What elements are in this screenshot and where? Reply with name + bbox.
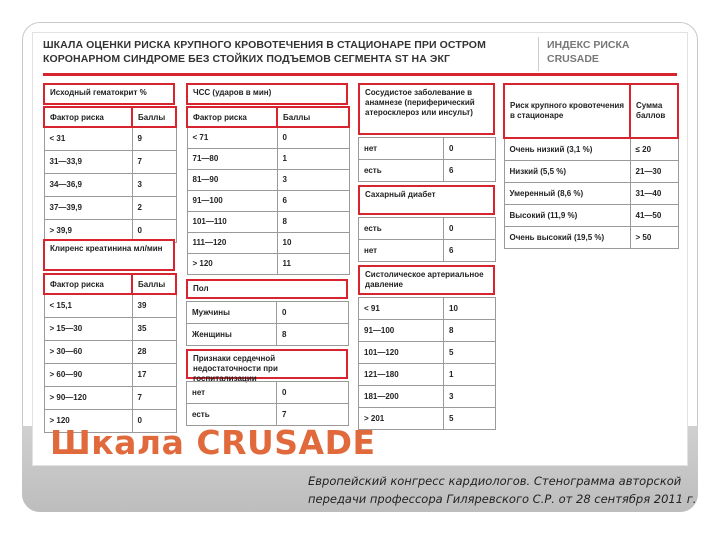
vascular-title: Сосудистое заболевание в анамнезе (периферический атеросклероз или инсульт) [358,83,495,135]
points-cell: 39 [132,294,176,317]
table-row [359,138,496,160]
table-row [359,364,496,386]
factor-cell: < 31 [44,127,132,150]
table-row [44,317,176,340]
factor-cell: нет [359,138,444,160]
factor-cell: < 71 [187,127,277,148]
table-row [187,211,349,232]
table-row [187,253,349,274]
table-row [359,160,496,182]
table-row [359,342,496,364]
factor-cell: 91—100 [359,320,444,342]
table-row [187,232,349,253]
table-header-row [504,84,678,138]
points-header: Баллы [132,107,176,127]
factor-cell: Женщины [187,324,277,346]
hematocrit-title: Исходный гематокрит % [43,83,175,105]
table-row [504,182,678,204]
table-row [504,160,678,182]
points-cell: 28 [132,340,176,363]
table-row [44,173,176,196]
points-cell: 1 [444,364,496,386]
points-cell: 7 [132,150,176,173]
points-cell: 7 [132,386,176,409]
points-cell: 0 [444,218,496,240]
diabetes-table [358,217,496,262]
factor-cell: 181—200 [359,386,444,408]
factor-cell: > 90—120 [44,386,132,409]
sbp-title: Систолическое артериальное давление [358,265,495,295]
table-row [504,204,678,226]
factor-cell: 34—36,9 [44,173,132,196]
table-row [44,386,176,409]
sum-cell: 31—40 [630,182,678,204]
points-cell: 5 [444,342,496,364]
slide-title: Шкала CRUSADE [50,423,376,462]
points-cell: 5 [444,408,496,430]
table-row [359,320,496,342]
factor-cell: 111—120 [187,232,277,253]
factor-cell: 81—90 [187,169,277,190]
table-row [44,150,176,173]
table-row [44,363,176,386]
factor-cell: > 120 [187,253,277,274]
factor-cell: 91—100 [187,190,277,211]
heart-failure-table [186,381,349,426]
factor-cell: > 60—90 [44,363,132,386]
points-cell: 2 [132,196,176,219]
points-cell: 6 [444,160,496,182]
points-header: Баллы [277,107,349,127]
heart-rate-title: ЧСС (ударов в мин) [186,83,348,105]
table-row [44,294,176,317]
table-header-row [187,107,349,127]
points-header: Баллы [132,274,176,294]
points-cell: 1 [277,148,349,169]
factor-cell: 71—80 [187,148,277,169]
table-row [359,298,496,320]
points-cell: 0 [277,382,349,404]
factor-cell: 121—180 [359,364,444,386]
table-row [187,382,349,404]
sum-cell: > 50 [630,226,678,248]
factor-cell: есть [359,218,444,240]
factor-cell: < 15,1 [44,294,132,317]
factor-header: Фактор риска [44,107,132,127]
risk-cell: Высокий (11,9 %) [504,204,630,226]
table-row [359,218,496,240]
sum-cell: 21—30 [630,160,678,182]
points-cell: 3 [444,386,496,408]
vascular-table [358,137,496,182]
points-cell: 0 [132,219,176,242]
risk-cell: Умеренный (8,6 %) [504,182,630,204]
document-title: ШКАЛА ОЦЕНКИ РИСКА КРУПНОГО КРОВОТЕЧЕНИЯ В СТАЦИОНАРЕ ПРИ ОСТРОМ КОРОНАРНОМ СИНДРОМЕ БЕЗ СТОЙКИХ ПОДЪЕМОВ СЕГМЕНТА ST НА ЭКГ [43,39,486,65]
factor-cell: 37—39,9 [44,196,132,219]
points-cell: 0 [277,302,349,324]
table-row [504,138,678,160]
table-row [359,408,496,430]
table-row [187,324,349,346]
points-cell: 35 [132,317,176,340]
factor-cell: 101—110 [187,211,277,232]
factor-cell: > 120 [44,409,132,432]
table-row [359,240,496,262]
risk-header: Риск крупного кровотечения в стационаре [504,84,630,138]
table-header-row [44,274,176,294]
table-row [44,196,176,219]
risk-cell: Низкий (5,5 %) [504,160,630,182]
points-cell: 11 [277,253,349,274]
points-cell: 8 [277,324,349,346]
points-cell: 7 [277,404,349,426]
table-row [44,127,176,150]
points-cell: 0 [277,127,349,148]
points-cell: 6 [444,240,496,262]
hematocrit-table [43,106,177,243]
table-row [44,340,176,363]
factor-cell: нет [187,382,277,404]
points-cell: 3 [132,173,176,196]
risk-cell: Очень высокий (19,5 %) [504,226,630,248]
points-cell: 0 [132,409,176,432]
factor-cell: 31—33,9 [44,150,132,173]
points-cell: 0 [444,138,496,160]
table-row [359,386,496,408]
risk-cell: Очень низкий (3,1 %) [504,138,630,160]
factor-cell: 101—120 [359,342,444,364]
header-rule [43,73,677,76]
risk-index-table [503,83,679,249]
factor-cell: < 91 [359,298,444,320]
sum-header: Сумма баллов [630,84,678,138]
factor-cell: > 201 [359,408,444,430]
clearance-title: Клиренс креатинина мл/мин [43,239,175,271]
factor-cell: > 30—60 [44,340,132,363]
factor-cell: нет [359,240,444,262]
table-header-row [44,107,176,127]
sex-title: Пол [186,279,348,299]
points-cell: 8 [444,320,496,342]
index-title: ИНДЕКС РИСКА CRUSADE [547,39,630,65]
factor-cell: > 39,9 [44,219,132,242]
factor-cell: > 15—30 [44,317,132,340]
table-row [187,127,349,148]
heart-failure-title: Признаки сердечной недостаточности при госпитализации [186,349,348,379]
clearance-table [43,273,177,433]
crusade-scale-document [33,33,687,465]
table-row [187,148,349,169]
sbp-table [358,297,496,430]
points-cell: 8 [277,211,349,232]
points-cell: 10 [444,298,496,320]
factor-cell: Мужчины [187,302,277,324]
slide-caption: Европейский конгресс кардиологов. Стенограмма авторской передачи профессора Гиляревского С.Р. от 28 сентября 2011 г. [308,474,697,506]
factor-cell: есть [187,404,277,426]
header-divider [538,37,539,71]
table-row [504,226,678,248]
points-cell: 17 [132,363,176,386]
sum-cell: 41—50 [630,204,678,226]
points-cell: 10 [277,232,349,253]
document-header [33,33,687,75]
points-cell: 6 [277,190,349,211]
heart-rate-table [186,106,350,275]
diabetes-title: Сахарный диабет [358,185,495,215]
points-cell: 3 [277,169,349,190]
sum-cell: ≤ 20 [630,138,678,160]
table-row [187,169,349,190]
table-row [187,302,349,324]
factor-cell: есть [359,160,444,182]
points-cell: 9 [132,127,176,150]
factor-header: Фактор риска [44,274,132,294]
table-row [187,190,349,211]
sex-table [186,301,349,346]
factor-header: Фактор риска [187,107,277,127]
